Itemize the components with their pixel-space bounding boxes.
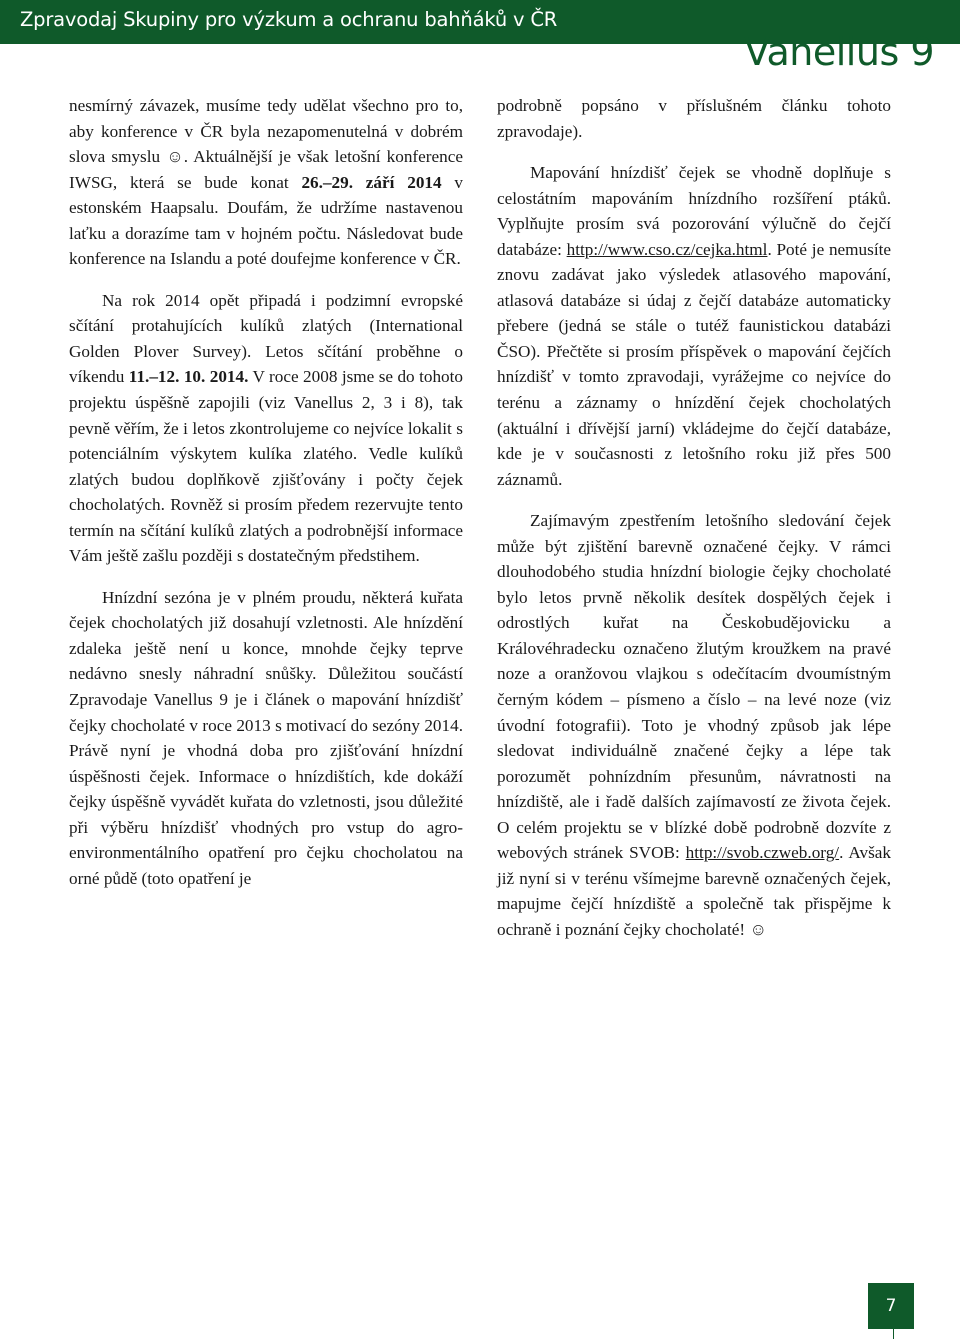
text-span: v estonském Haapsalu. Doufám, že udržíme nastavenou laťku a dorazíme tam v hojném počtu. Následovat bude konference na Islandu a poté doufejme konference v ČR. [69, 172, 463, 269]
text-span: . Poté je nemusíte znovu zadávat jako výsledek atlasového mapování, atlasová databáze si údaj z čejčí databáze automaticky přebere (jedná se stále o tutéž faunistickou databázi ČSO). Přečtěte si prosím příspěvek o mapování čejčích hnízdišť v tomto zpravodaji, vyrážejme co nejvíce do terénu a záznamy o hnízdění čejek chocholatých (aktuální i dřívější jarní) vkládejme do čejčí databáze, kde je v současnosti z letošního roku již přes 500 záznamů. [497, 239, 891, 489]
paragraph-conference [69, 93, 463, 272]
text-span: . Avšak již nyní si v terénu všímejme barevně označených čejek, mapujme čejčí hnízdiště a společně tak přispějme k ochraně i poznání čejky chocholaté! [497, 843, 891, 939]
issue-title: Vanellus 9 [743, 30, 934, 74]
smiley-icon: ☺ [166, 147, 184, 167]
newsletter-title: Zpravodaj Skupiny pro výzkum a ochranu bahňáků v ČR [20, 8, 558, 31]
text-span: . Aktuálnější je však letošní konference IWSG, která se bude konat [69, 147, 463, 192]
page-number: 7 [868, 1283, 914, 1329]
text-span: nesmírný závazek, musíme tedy udělat všechno pro to, aby konference v ČR byla nezapomenutelná v dobrém slova smyslu [69, 96, 463, 167]
text-span: Mapování hnízdišť čejek se vhodně doplňuje s celostátním mapováním hnízdního rozšíření ptáků. Vyplňujte prosím svá pozorování výlučně do čejčí databáze: [497, 163, 891, 259]
left-column [69, 93, 463, 891]
text-span: Na rok 2014 opět připadá i podzimní evropské sčítání protahujících kulíků zlatých (International Golden Plover Survey). Letos sčítání proběhne o víkendu [69, 290, 463, 387]
paragraph-nesting-season: Hnízdní sezóna je v plném proudu, některá kuřata čejek chocholatých již dosahují vzletnosti. Ale hnízdění zdaleka ještě není u konce, mnohde čejky teprve nedávno snesly náhradní snůšky. Důležitou součástí Zpravodaje Vanellus 9 je i článek o mapování hnízdišť čejky chocholaté v roce 2013 s motivací do sezóny 2014. Právě nyní je vhodná doba pro zjišťování hnízdní úspěšnosti čejek. Informace o hnízdištích, kde dokáží čejky úspěšně vyvádět kuřata do vzletnosti, jsou důležité při výběru hnízdišť vhodných pro vstup do agro-environmentálního opatření pro čejku chocholatou na orné půdě (toto opatření je [69, 587, 463, 888]
conference-date: 26.–29. září 2014 [301, 172, 442, 192]
cso-database-link[interactable]: http://www.cso.cz/cejka.html [566, 239, 768, 259]
smiley-icon: ☺ [749, 919, 768, 939]
paragraph-continued: podrobně popsáno v příslušném článku tohoto zpravodaje). [497, 96, 891, 141]
paragraph-mapping [497, 160, 891, 492]
paragraph-golden-plover [69, 288, 463, 569]
svob-website-link[interactable]: http://svob.czweb.org/ [685, 843, 840, 863]
right-column [497, 93, 891, 943]
page-number-line [893, 1329, 894, 1339]
paragraph-color-ringing [497, 508, 891, 942]
text-span: V roce 2008 jsme se do tohoto projektu úspěšně zapojili (viz Vanellus 2, 3 i 8), tak pevně věřím, že i letos zkontrolujeme co nejvíce lokalit s potenciálním výskytem kulíka zlatého. Vedle kulíků zlatých budou doplňkově zjišťovány i počty čejek chocholatých. Rovněž si prosím předem rezervujte tento termín na sčítání kulíků zlatých a podrobnější informace Vám ještě zašlu později s dostatečným předstihem. [69, 367, 463, 566]
survey-date: 11.–12. 10. 2014. [128, 367, 249, 387]
text-span: Zajímavým zpestřením letošního sledování čejek může být zjištění barevně označené čejky. V rámci dlouhodobého studia hnízdní biologie čejky chocholaté bylo letos prvně několik desítek dospělých čejek i odrostlých kuřat na Českobudějovicku a Královéhradecku označeno žlutým kroužkem na pravé noze a oranžovou vlajkou s odečítacím dvoumístným černým kódem – písmeno a číslo – na levé noze (viz úvodní fotografii). Toto je vhodný způsob jak lépe sledovat individuálně značené čejky a lépe tak porozumět pohnízdním přesunům, návratnosti na hnízdiště, ale i řadě dalších zajímavostí ze života čejek. O celém projektu se v blízké době podrobně dozvíte z webových stránek SVOB: [497, 511, 891, 863]
